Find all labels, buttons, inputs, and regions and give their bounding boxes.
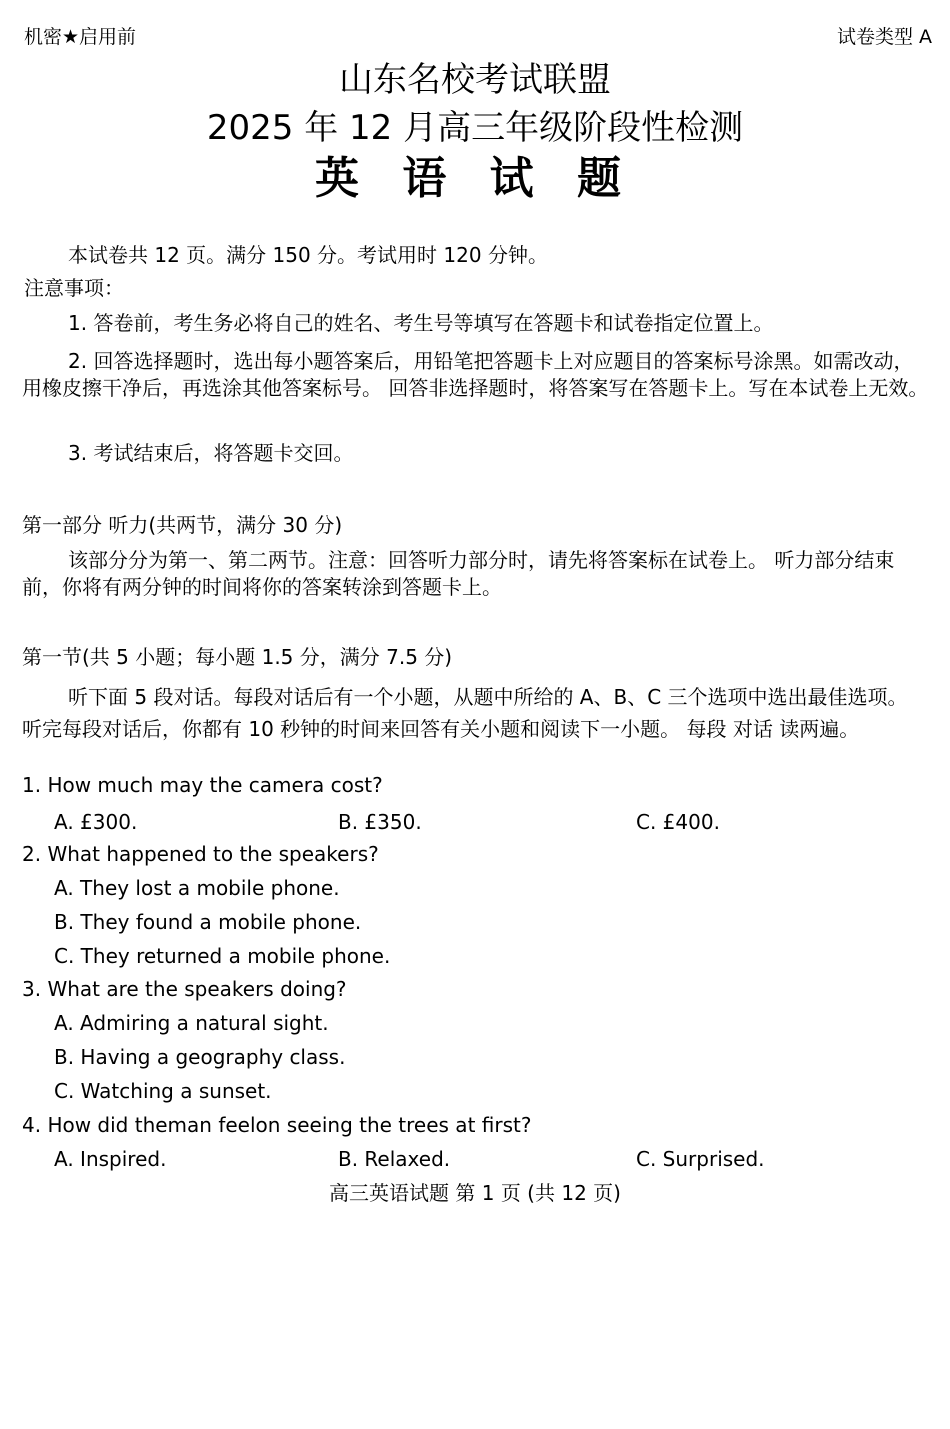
exam-org-title: 山东名校考试联盟: [339, 60, 611, 100]
note-2: 2. 回答选择题时，选出每小题答案后，用铅笔把答题卡上对应题目的答案标号涂黑。如需改动，用橡皮擦干净后，再选涂其他答案标号。 回答非选择题时，将答案写在答题卡上。写在本试卷上无效。: [22, 349, 929, 400]
question-1-option-a: A. £300.: [54, 810, 138, 834]
exam-summary: 本试卷共 12 页。满分 150 分。考试用时 120 分钟。: [68, 243, 548, 267]
section1-heading: 第一节(共 5 小题；每小题 1.5 分，满分 7.5 分): [22, 645, 453, 669]
question-1-option-c: C. £400.: [636, 810, 720, 834]
part1-heading: 第一部分 听力(共两节，满分 30 分): [22, 513, 343, 537]
question-2-option-b: B. They found a mobile phone.: [54, 910, 362, 934]
question-4-stem: 4. How did theman feelon seeing the trees at first?: [22, 1113, 532, 1137]
notes-heading: 注意事项：: [24, 276, 124, 300]
exam-name-title: 2025 年 12 月高三年级阶段性检测: [206, 108, 744, 148]
question-3-option-a: A. Admiring a natural sight.: [54, 1011, 329, 1035]
note-1: 1. 答卷前，考生务必将自己的姓名、考生号等填写在答题卡和试卷指定位置上。: [68, 311, 774, 335]
question-2-option-a: A. They lost a mobile phone.: [54, 876, 340, 900]
question-3-option-c: C. Watching a sunset.: [54, 1079, 272, 1103]
confidential-label: 机密★启用前: [24, 26, 137, 48]
question-1-option-b: B. £350.: [338, 810, 422, 834]
question-3-stem: 3. What are the speakers doing?: [22, 977, 347, 1001]
question-3-option-b: B. Having a geography class.: [54, 1045, 346, 1069]
question-2-option-c: C. They returned a mobile phone.: [54, 944, 391, 968]
section1-description: 听下面 5 段对话。每段对话后有一个小题，从题中所给的 A、B、C 三个选项中选出最佳选项。 听完每段对话后，你都有 10 秒钟的时间来回答有关小题和阅读下一小题。 每段 对话 读两遍。: [22, 685, 908, 741]
question-4-option-c: C. Surprised.: [636, 1147, 765, 1171]
page-footer: 高三英语试题 第 1 页 (共 12 页): [329, 1181, 621, 1205]
question-4-option-a: A. Inspired.: [54, 1147, 167, 1171]
part1-description: 该部分分为第一、第二两节。注意：回答听力部分时，请先将答案标在试卷上。 听力部分结束前，你将有两分钟的时间将你的答案转涂到答题卡上。: [22, 548, 895, 599]
note-3: 3. 考试结束后，将答题卡交回。: [68, 441, 354, 465]
question-2-stem: 2. What happened to the speakers?: [22, 842, 379, 866]
question-1-stem: 1. How much may the camera cost?: [22, 773, 383, 797]
subject-title: 英 语 试 题: [315, 153, 635, 204]
paper-type-label: 试卷类型 A: [836, 26, 932, 48]
question-4-option-b: B. Relaxed.: [338, 1147, 451, 1171]
